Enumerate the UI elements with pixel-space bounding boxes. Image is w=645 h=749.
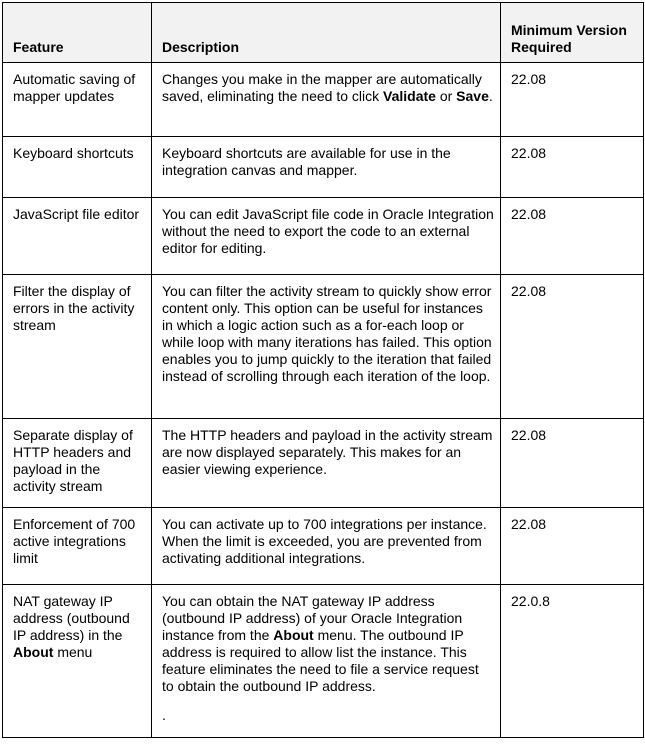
description-text: You can obtain the NAT gateway IP address (outbound IP address) of your Oracle Integration instance from the [162,593,463,643]
feature-cell: Filter the display of errors in the activity stream [3,275,152,419]
feature-cell: Automatic saving of mapper updates [3,63,152,137]
about-term: About [273,627,314,643]
table-row [3,419,644,508]
version-cell: 22.08 [501,419,644,508]
feature-cell: Enforcement of 700 active integrations limit [3,508,152,585]
feature-text: menu [53,644,93,660]
feature-cell: JavaScript file editor [3,198,152,275]
description-text: or [435,88,457,104]
description-text: Changes you make in the mapper are automatically saved, eliminating the need to click [162,71,482,104]
save-term: Save [456,88,489,104]
header-row [3,3,644,63]
description-cell: You can filter the activity stream to quickly show error content only. This option can be useful for instances in which a logic action such as a for-each loop or while loop with many iterations has failed. This option enables you to jump quickly to the iteration that failed instead of scrolling through each iteration of the loop. [152,275,501,419]
version-cell: 22.08 [501,508,644,585]
feature-cell [3,585,152,738]
description-cell: You can activate up to 700 integrations per instance. When the limit is exceeded, you are prevented from activating additional integrations. [152,508,501,585]
version-cell: 22.0.8 [501,585,644,738]
table-row [3,275,644,419]
version-cell: 22.08 [501,137,644,198]
table-row [3,137,644,198]
description-cell: The HTTP headers and payload in the activity stream are now displayed separately. This makes for an easier viewing experience. [152,419,501,508]
trailing-mark: . [162,707,166,723]
table-row [3,508,644,585]
description-cell [152,585,501,738]
description-text: menu. The outbound IP address is required to allow list the instance. This feature eliminates the need to file a service request to obtain the outbound IP address. [162,627,479,694]
features-table [2,2,644,738]
table-row [3,585,644,738]
version-cell: 22.08 [501,63,644,137]
version-cell: 22.08 [501,275,644,419]
feature-cell: Separate display of HTTP headers and payload in the activity stream [3,419,152,508]
about-term: About [13,644,54,660]
header-description: Description [152,3,501,63]
feature-text: NAT gateway IP address (outbound IP address) in the [13,593,130,643]
table-row [3,198,644,275]
description-cell: Keyboard shortcuts are available for use in the integration canvas and mapper. [152,137,501,198]
description-cell: You can edit JavaScript file code in Oracle Integration without the need to export the code to an external editor for editing. [152,198,501,275]
table-row [3,63,644,137]
description-cell [152,63,501,137]
header-version: Minimum Version Required [501,3,644,63]
version-cell: 22.08 [501,198,644,275]
header-feature: Feature [3,3,152,63]
feature-cell: Keyboard shortcuts [3,137,152,198]
description-text: . [488,88,493,104]
validate-term: Validate [383,88,436,104]
